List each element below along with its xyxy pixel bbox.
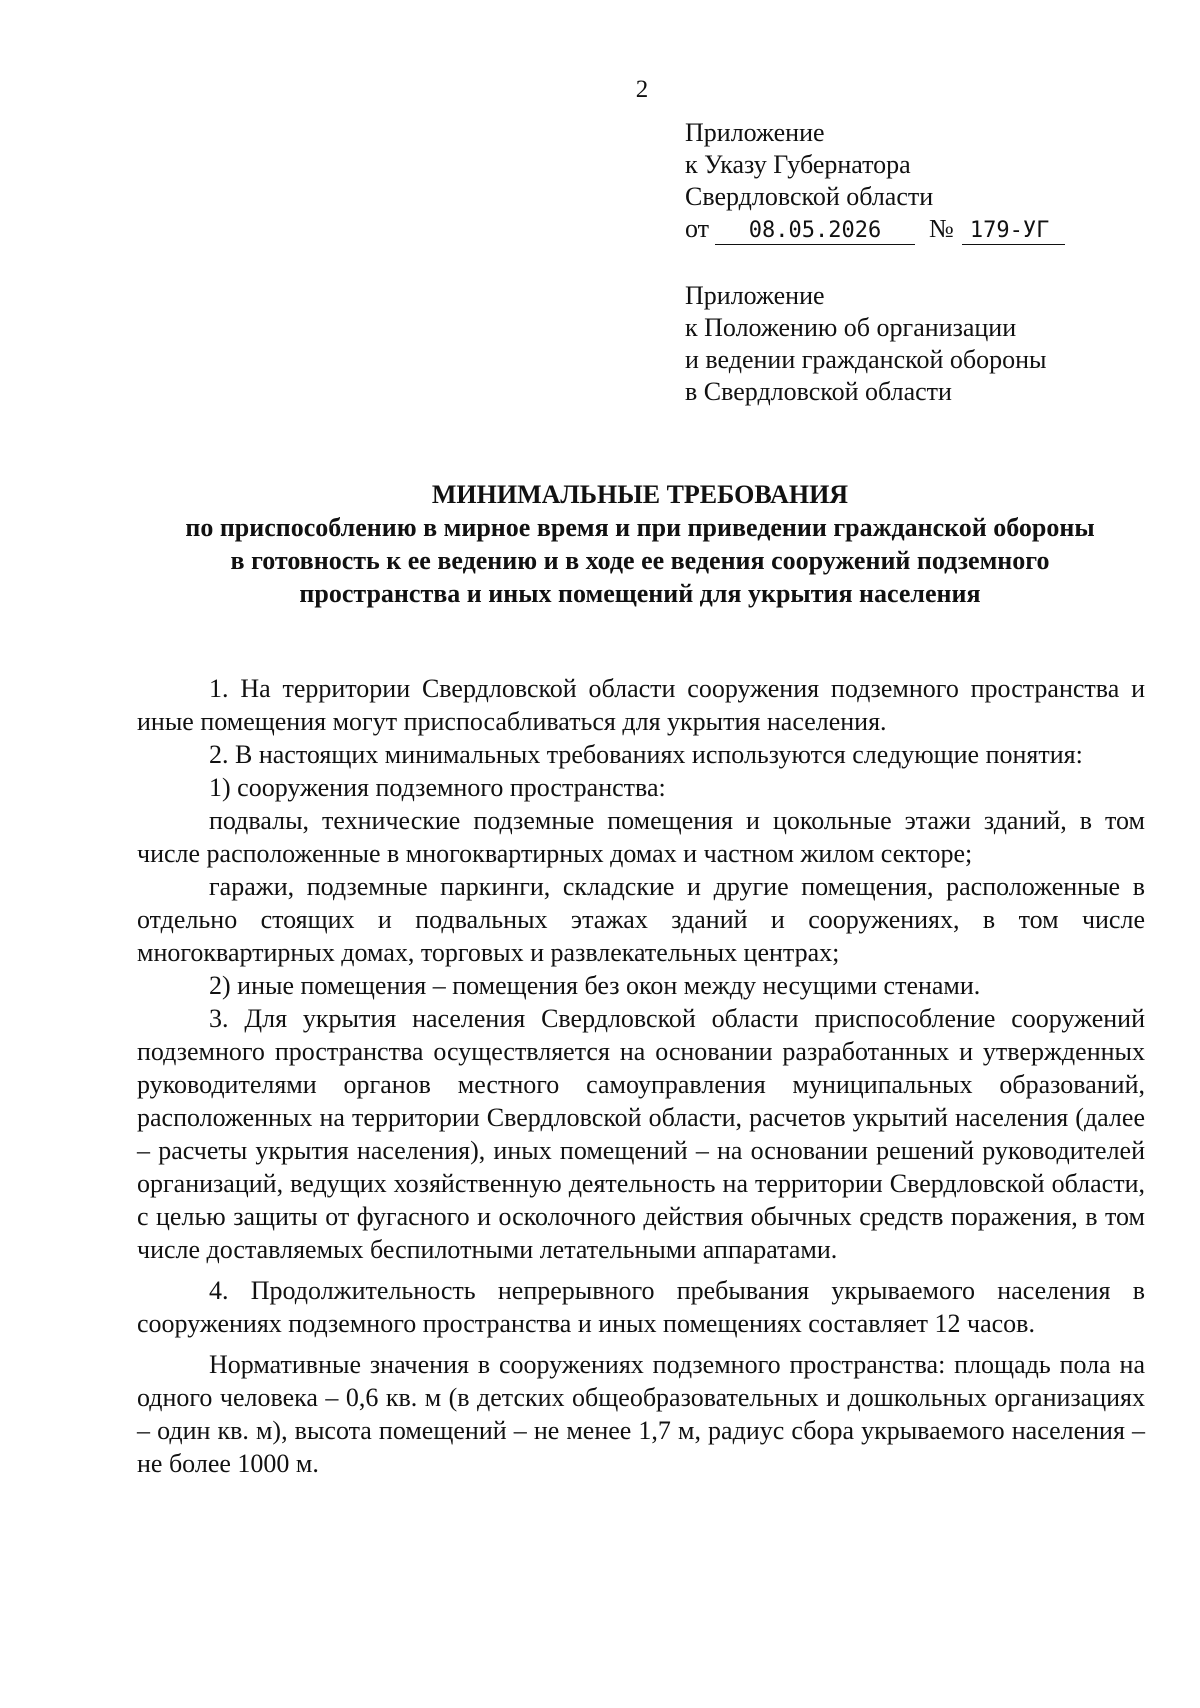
appendix-label: Приложение xyxy=(685,281,825,310)
paragraph: 2) иные помещения – помещения без окон между несущими стенами. xyxy=(209,971,981,1000)
title-subheading-3: пространства и иных помещений для укрытия населения xyxy=(299,579,981,608)
regulation-reference-line-1: к Положению об организации xyxy=(685,313,1017,342)
decree-appendix-header xyxy=(685,117,1065,245)
paragraph: 1. На территории Свердловской области сооружения подземного пространства и иные помещения могут приспосабливаться для укрытия населения. xyxy=(137,674,1145,736)
paragraph: 1) сооружения подземного пространства: xyxy=(209,773,666,802)
paragraph: Нормативные значения в сооружениях подземного пространства: площадь пола на одного человека – 0,6 кв. м (в детских общеобразовательных и дошкольных организациях – один кв. м), высота помещений – не менее 1,7 м, радиус сбора укрываемого населения – не более 1000 м. xyxy=(137,1350,1145,1478)
paragraph: подвалы, технические подземные помещения и цокольные этажи зданий, в том числе расположенные в многоквартирных домах и частном жилом секторе; xyxy=(137,806,1145,868)
decree-number: 179-УГ xyxy=(962,218,1065,245)
regulation-appendix-header xyxy=(685,280,1046,408)
title-subheading-2: в готовность к ее ведению и в ходе ее ведения сооружений подземного xyxy=(230,546,1050,575)
paragraph: гаражи, подземные паркинги, складские и другие помещения, расположенные в отдельно стоящих и подвальных этажах зданий и сооружениях, в том числе многоквартирных домах, торговых и развлекательных центрах; xyxy=(137,872,1145,967)
paragraph: 3. Для укрытия населения Свердловской области приспособление сооружений подземного пространства осуществляется на основании разработанных и утвержденных руководителями органов местного самоуправления муниципальных образований, расположенных на территории Свердловской области, расчетов укрытий населения (далее – расчеты укрытия населения), иных помещений – на основании решений руководителей организаций, ведущих хозяйственную деятельность на территории Свердловской области, с целью защиты от фугасного и осколочного действия обычных средств поражения, в том числе доставляемых беспилотными летательными аппаратами. xyxy=(137,1004,1145,1264)
paragraph: 2. В настоящих минимальных требованиях используются следующие понятия: xyxy=(209,740,1083,769)
document-body xyxy=(137,672,1145,1480)
regulation-reference-line-2: и ведении гражданской обороны xyxy=(685,345,1047,374)
title-heading: МИНИМАЛЬНЫЕ ТРЕБОВАНИЯ xyxy=(431,480,849,509)
document-title xyxy=(135,478,1145,610)
appendix-label: Приложение xyxy=(685,118,825,147)
page-number: 2 xyxy=(635,76,649,103)
decree-reference: к Указу Губернатора xyxy=(685,150,911,179)
title-subheading-1: по приспособлению в мирное время и при приведении гражданской обороны xyxy=(185,513,1095,542)
paragraph: 4. Продолжительность непрерывного пребывания укрываемого населения в сооружениях подземного пространства и иных помещениях составляет 12 часов. xyxy=(137,1276,1145,1338)
number-label: № xyxy=(929,214,954,243)
from-label: от xyxy=(685,214,710,243)
decree-date-number-line xyxy=(685,213,1065,245)
regulation-reference-line-3: в Свердловской области xyxy=(685,377,952,406)
region-name: Свердловской области xyxy=(685,182,934,211)
decree-date: 08.05.2026 xyxy=(715,218,915,245)
